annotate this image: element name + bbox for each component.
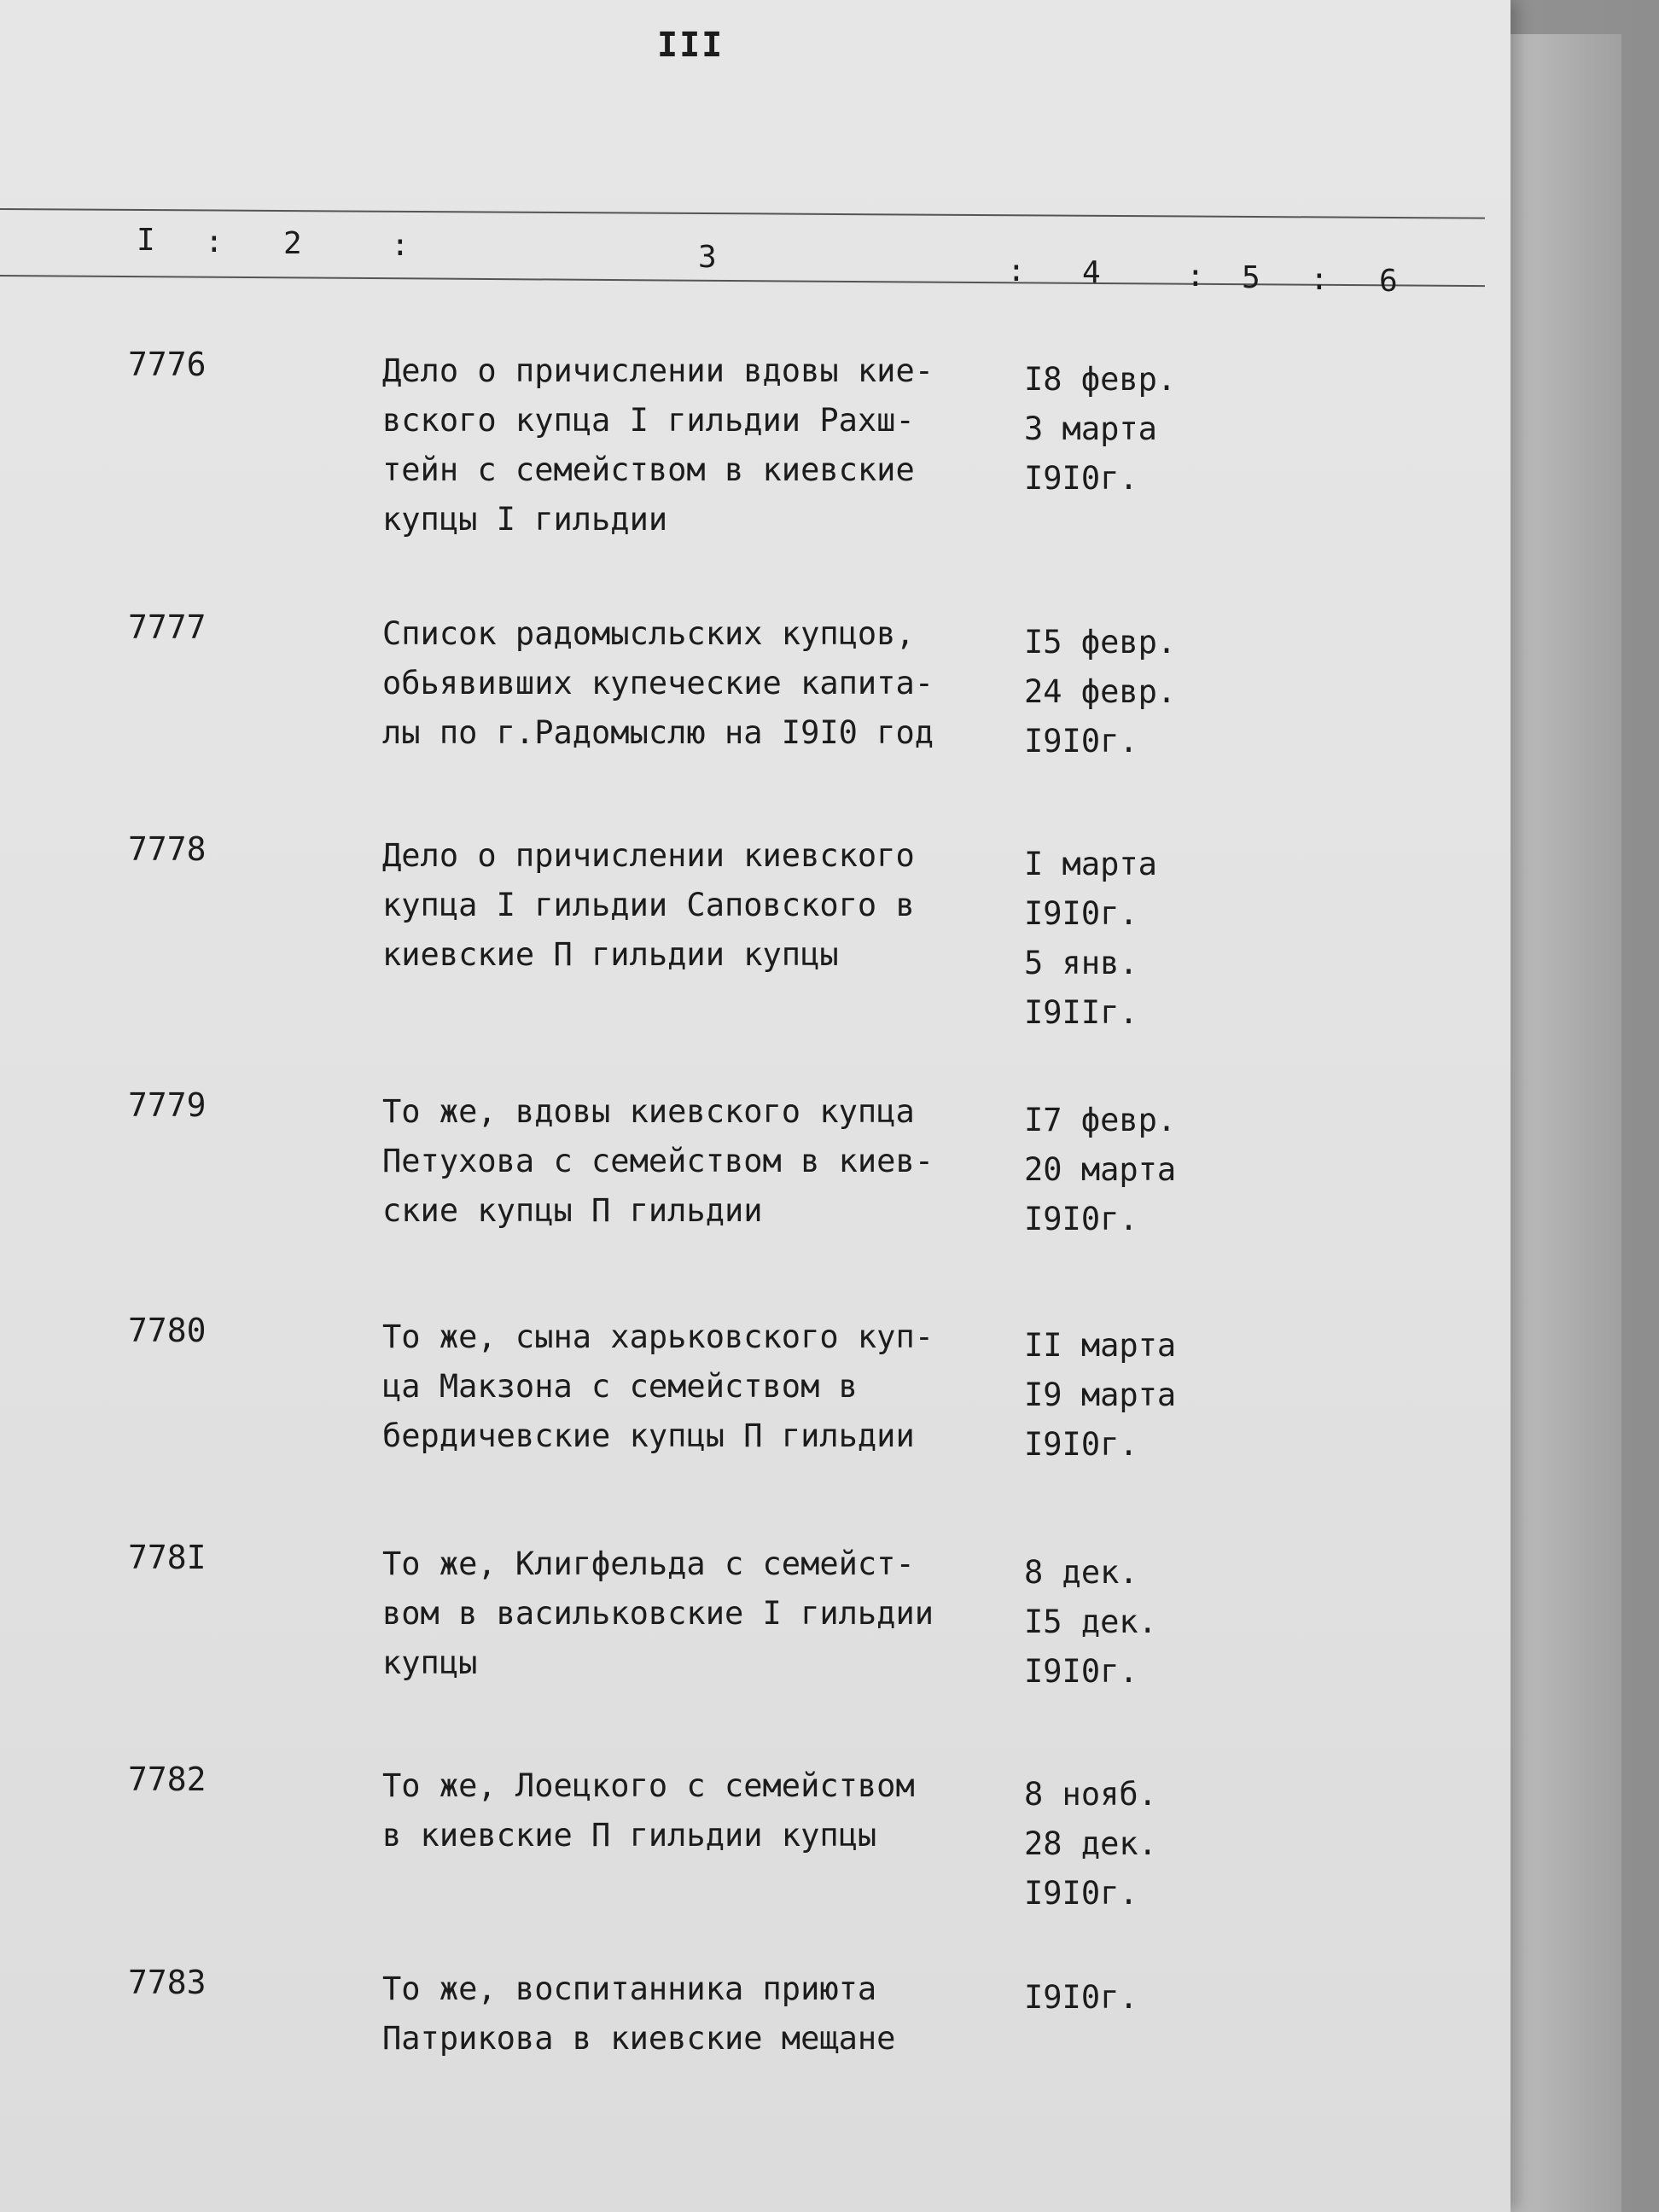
entry-title xyxy=(382,346,1014,544)
entry-title-line: То же, сына харьковского куп- xyxy=(382,1318,934,1355)
entry-title-line: купцы I гильдии xyxy=(382,501,668,538)
entry-title-line: Патрикова в киевские мещане xyxy=(382,2020,896,2057)
entry-number: 7779 xyxy=(128,1086,207,1124)
entry-date: I9 марта xyxy=(1024,1377,1177,1413)
entry-title-line: Список радомысльских купцов, xyxy=(382,615,915,652)
entry-date: 8 нояб. xyxy=(1024,1776,1157,1813)
entry-date: I9I0г. xyxy=(1024,1979,1138,2016)
entry-dates xyxy=(1024,1096,1212,1244)
entry-date: I9I0г. xyxy=(1024,1201,1138,1237)
entry-title-line: То же, воспитанника приюта xyxy=(382,1970,877,2007)
entry-title-line: вского купца I гильдии Рахш- xyxy=(382,402,915,439)
column-separator: : xyxy=(205,224,224,259)
entry-dates xyxy=(1024,355,1212,504)
entry-number: 7780 xyxy=(128,1312,207,1349)
entry-title-line: купца I гильдии Саповского в xyxy=(382,887,915,923)
entry-date: 20 марта xyxy=(1024,1151,1177,1188)
entry-date: I9I0г. xyxy=(1024,460,1138,497)
column-separator: : xyxy=(1186,259,1205,294)
entry-date: I марта xyxy=(1024,846,1157,882)
entry-date: 8 дек. xyxy=(1024,1554,1138,1591)
entry-title xyxy=(382,1313,1014,1461)
entry-title-line: Петухова с семейством в киев- xyxy=(382,1143,934,1179)
entry-date: II марта xyxy=(1024,1327,1177,1364)
entry-title xyxy=(382,1761,1014,1860)
entry-number: 7777 xyxy=(128,608,207,646)
entry-number: 7782 xyxy=(128,1761,207,1798)
entry-title-line: Дело о причислении вдовы кие- xyxy=(382,352,934,389)
entry-date: I8 февр. xyxy=(1024,361,1177,398)
entry-date: I7 февр. xyxy=(1024,1102,1177,1138)
entry-title-line: бердичевские купцы П гильдии xyxy=(382,1417,915,1454)
entry-date: I5 февр. xyxy=(1024,624,1177,661)
column-header-1: I xyxy=(137,223,155,258)
entry-title-line: вом в васильковские I гильдии xyxy=(382,1595,934,1632)
entry-number: 7783 xyxy=(128,1964,207,2001)
column-header-4: 4 xyxy=(1082,255,1101,290)
entry-title-line: тейн с семейством в киевские xyxy=(382,451,915,488)
column-header-3: 3 xyxy=(698,240,717,275)
entry-date: I9I0г. xyxy=(1024,1653,1138,1690)
column-separator: : xyxy=(391,228,410,263)
entry-date: I5 дек. xyxy=(1024,1604,1157,1640)
entry-title xyxy=(382,609,1014,758)
entry-date: I9I0г. xyxy=(1024,895,1138,932)
entry-date: I9I0г. xyxy=(1024,1875,1138,1912)
entry-title-line: ца Макзона с семейством в xyxy=(382,1368,858,1405)
entry-number: 7776 xyxy=(128,346,207,383)
column-separator: : xyxy=(1310,262,1329,297)
entry-date: I9IIг. xyxy=(1024,994,1138,1031)
entry-date: 24 февр. xyxy=(1024,673,1177,710)
entry-date: 3 марта xyxy=(1024,410,1157,447)
entry-dates xyxy=(1024,1770,1212,1918)
entry-dates xyxy=(1024,840,1212,1038)
entry-title-line: То же, вдовы киевского купца xyxy=(382,1093,915,1130)
entry-date: 5 янв. xyxy=(1024,945,1138,981)
entry-title-line: лы по г.Радомыслю на I9I0 год xyxy=(382,714,934,751)
entry-title-line: киевские П гильдии купцы xyxy=(382,936,839,973)
entry-title xyxy=(382,1540,1014,1688)
entry-dates xyxy=(1024,618,1212,766)
entry-title-line: ские купцы П гильдии xyxy=(382,1192,763,1229)
column-header-5: 5 xyxy=(1242,260,1260,295)
entry-dates xyxy=(1024,1548,1212,1697)
column-header-2: 2 xyxy=(283,226,302,261)
entry-title-line: обьявивших купеческие капита- xyxy=(382,665,934,701)
entry-title-line: То же, Лоецкого с семейством xyxy=(382,1767,915,1804)
entry-date: I9I0г. xyxy=(1024,723,1138,760)
entry-title-line: в киевские П гильдии купцы xyxy=(382,1817,877,1854)
entry-dates xyxy=(1024,1973,1212,2023)
entry-date: 28 дек. xyxy=(1024,1825,1157,1862)
column-header-6: 6 xyxy=(1379,264,1398,299)
entry-title-line: Дело о причислении киевского xyxy=(382,837,915,874)
column-separator: : xyxy=(1007,253,1026,288)
entry-title xyxy=(382,1965,1014,2064)
entry-title-line: То же, Клигфельда с семейст- xyxy=(382,1545,915,1582)
entry-number: 778I xyxy=(128,1539,207,1576)
entry-date: I9I0г. xyxy=(1024,1426,1138,1463)
entry-title xyxy=(382,831,1014,980)
page-number: III xyxy=(657,26,725,65)
entry-title-line: купцы xyxy=(382,1644,478,1681)
entry-title xyxy=(382,1087,1014,1236)
entry-number: 7778 xyxy=(128,830,207,868)
entry-dates xyxy=(1024,1321,1212,1470)
